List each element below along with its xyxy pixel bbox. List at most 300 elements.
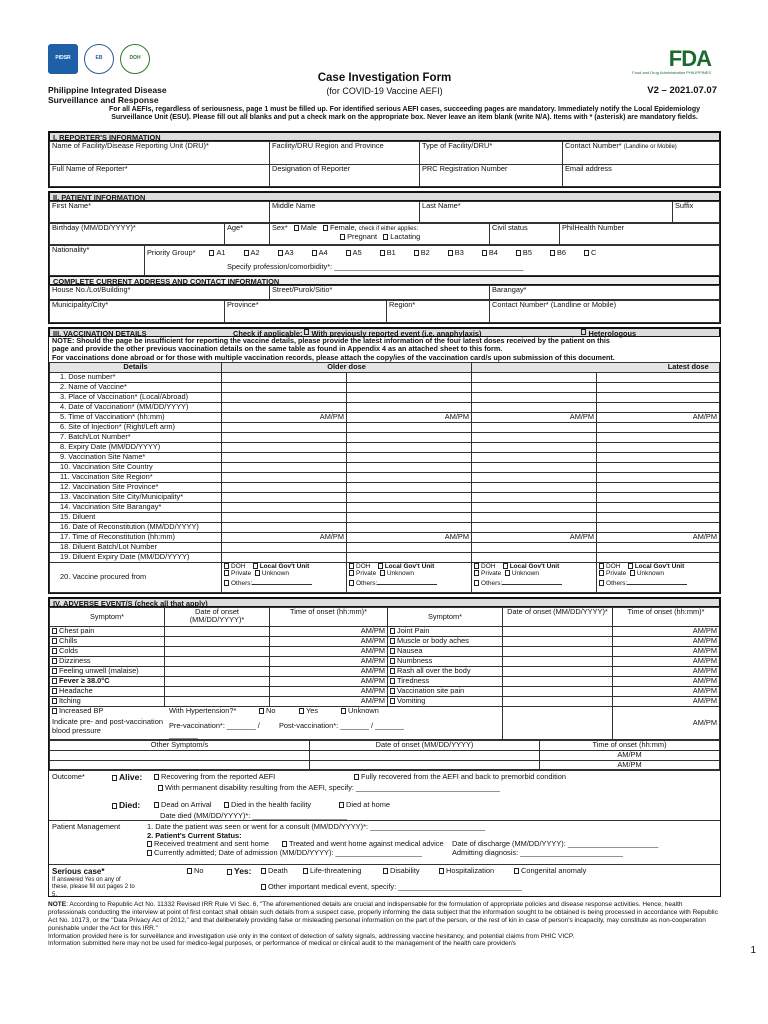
unknown-checkbox[interactable] [505, 570, 510, 576]
pidsr-logo-icon: PIDSR [48, 44, 78, 74]
priority-group-b6[interactable]: B6 [550, 249, 566, 258]
priority-checkbox[interactable] [516, 250, 521, 256]
symptom-label: Itching [50, 696, 165, 706]
dose-cell[interactable] [472, 542, 597, 552]
region-field[interactable]: Region* [387, 301, 490, 323]
others-checkbox[interactable] [474, 580, 479, 586]
priority-checkbox[interactable] [380, 250, 385, 256]
reporter-contact-field[interactable]: Contact Number* (Landline or Mobile) [563, 142, 720, 165]
symptom-checkbox[interactable] [52, 678, 57, 684]
other-event-checkbox[interactable] [261, 884, 266, 890]
logo-group [48, 44, 150, 74]
dose-cell[interactable] [222, 482, 347, 492]
vaccination-row: 1. Dose number* [50, 372, 720, 382]
dose-cell[interactable] [597, 472, 720, 482]
doh-checkbox[interactable] [224, 563, 229, 569]
dose-cell[interactable] [597, 542, 720, 552]
dose-cell[interactable]: AM/PM [222, 532, 347, 542]
patient-contact-field[interactable]: Contact Number* (Landline or Mobile) [490, 301, 720, 323]
dose-cell[interactable] [597, 422, 720, 432]
admitted-checkbox[interactable] [147, 850, 152, 856]
symptom-checkbox[interactable] [390, 688, 395, 694]
priority-group-field: Priority Group* A1 A2 A3 A4 A5 B1 B2 B3 B4 B5 B6 C Specify profession/comorbidity*: ______________________________________________ [145, 246, 720, 276]
others-checkbox[interactable] [224, 580, 229, 586]
outcome-block: Outcome* Alive: Recovering from the reported AEFI Fully recovered from the AEFI and back to premorbid condition With permanent disability resulting from the AEFI, specify: ___________________________________ Died: Dead on Arrival Died in the health facility Died at home Date died (MM/DD/YYYY)*: _______________________ [49, 770, 720, 820]
dose-cell[interactable]: AM/PM [597, 532, 720, 542]
reporter-name-field[interactable]: Full Name of Reporter* [50, 165, 270, 187]
onset-time-cell[interactable]: AM/PM [613, 656, 720, 666]
onset-time-cell[interactable]: AM/PM [270, 656, 388, 666]
onset-time-cell[interactable]: AM/PM [270, 696, 388, 706]
civil-status-field[interactable]: Civil status [490, 224, 560, 245]
suffix-field[interactable]: Suffix [673, 202, 720, 223]
doh-checkbox[interactable] [474, 563, 479, 569]
symptom-checkbox[interactable] [52, 658, 57, 664]
dose-cell[interactable] [472, 492, 597, 502]
vaccination-row: 15. Diluent [50, 512, 720, 522]
onset-date-cell[interactable] [503, 636, 613, 646]
priority-checkbox[interactable] [209, 250, 214, 256]
priority-checkbox[interactable] [550, 250, 555, 256]
onset-date-cell[interactable] [503, 696, 613, 706]
email-field[interactable]: Email address [563, 165, 720, 187]
date-died-field[interactable]: Date died (MM/DD/YYYY)*: _______________________ [160, 811, 347, 821]
adverse-row [50, 656, 720, 666]
increased-bp-row: Increased BP With Hypertension?* No Yes Unknown Indicate pre- and post-vaccination blood pressure Pre-vaccination*: _______ / _______ Post-vaccination*: _______ / _______ AM/PM [50, 706, 720, 740]
vaccination-row: 8. Expiry Date (MM/DD/YYYY) [50, 442, 720, 452]
dose-cell[interactable] [347, 402, 472, 412]
dose-cell[interactable] [222, 432, 347, 442]
priority-group-a2[interactable]: A2 [244, 249, 260, 258]
symptom-label: Colds [50, 646, 165, 656]
priority-group-a5[interactable]: A5 [346, 249, 362, 258]
dose-cell[interactable] [222, 422, 347, 432]
dose-cell[interactable] [222, 512, 347, 522]
dose-cell[interactable] [597, 502, 720, 512]
consult-date-field[interactable]: 1. Date the patient was seen or went for a consult (MM/DD/YYYY)*: ____________________________ [147, 822, 486, 832]
adverse-row [50, 636, 720, 646]
symptom-label: Chills [50, 636, 165, 646]
died-home-checkbox[interactable] [339, 802, 344, 808]
onset-time-cell[interactable]: AM/PM [613, 626, 720, 636]
vaccination-row: 17. Time of Reconstitution (hh:mm) AM/PM AM/PM AM/PM AM/PM [50, 532, 720, 542]
priority-group-b3[interactable]: B3 [448, 249, 464, 258]
death-checkbox[interactable] [261, 868, 266, 874]
dose-cell[interactable] [597, 512, 720, 522]
symptom-checkbox[interactable] [52, 688, 57, 694]
onset-time-cell[interactable]: AM/PM [613, 636, 720, 646]
dose-cell[interactable]: AM/PM [597, 412, 720, 422]
dose-cell[interactable] [472, 452, 597, 462]
admitting-diagnosis-field[interactable]: Admitting diagnosis: _________________________ [452, 847, 623, 857]
dose-cell[interactable] [347, 392, 472, 402]
dose-cell[interactable] [222, 452, 347, 462]
vaccination-row: 19. Diluent Expiry Date (MM/DD/YYYY) [50, 552, 720, 562]
dose-cell[interactable] [597, 522, 720, 532]
form-subtitle: (for COVID-19 Vaccine AEFI) [326, 86, 443, 96]
municipality-field[interactable]: Municipality/City* [50, 301, 225, 323]
adverse-table: Symptom* Date of onset (MM/DD/YYYY)* Time of onset (hh:mm)* Symptom* Date of onset (MM/DD/YYYY)* Time of onset (hh:mm)* Chest pain AM/PM Joint Pain AM/PM Chills AM/PM Muscle or body aches AM/PM Colds AM/PM Nausea AM/PM Dizziness AM/PM Numbness AM/PM Feeling unwell (malaise) AM/PM Rash all over the body AM/PM Fever ≥ 38.0°C AM/PM Tiredness AM/PM Headache AM/PM Vaccination site pain AM/PM Itching AM/PM Vomiting AM/PM Increased BP With Hypertension?* No Yes Unknown Indicate pre- and post-vaccination blood pressure Pre-vaccination*: _______ / _______ Post-vaccination*: _______ / _______ AM/PM [49, 607, 720, 741]
lgu-checkbox[interactable] [628, 563, 633, 569]
symptom-label: Chest pain [50, 626, 165, 636]
dose-cell[interactable] [472, 552, 597, 562]
dose-cell[interactable] [222, 442, 347, 452]
dose-cell[interactable] [597, 552, 720, 562]
form-page [48, 40, 721, 948]
form-version: V2 – 2021.07.07 [647, 85, 717, 96]
adverse-row [50, 676, 720, 686]
symptom-checkbox[interactable] [390, 668, 395, 674]
page-number: 1 [750, 945, 756, 956]
vaccination-row: 6. Site of Injection* (Right/Left arm) [50, 422, 720, 432]
onset-time-cell[interactable]: AM/PM [270, 686, 388, 696]
onset-date-cell[interactable] [165, 656, 270, 666]
dose-cell[interactable]: AM/PM [472, 412, 597, 422]
philhealth-field[interactable]: PhilHealth Number [560, 224, 720, 245]
lgu-checkbox[interactable] [378, 563, 383, 569]
dose-cell[interactable] [347, 542, 472, 552]
onset-time-cell[interactable]: AM/PM [270, 646, 388, 656]
recovering-checkbox[interactable] [154, 774, 159, 780]
adverse-row [50, 666, 720, 676]
onset-date-cell[interactable] [503, 676, 613, 686]
dru-field[interactable]: Name of Facility/Disease Reporting Unit (DRU)* [50, 142, 270, 165]
dose-cell[interactable] [347, 382, 472, 392]
doa-checkbox[interactable] [154, 802, 159, 808]
dose-cell[interactable] [347, 462, 472, 472]
alive-checkbox[interactable] [112, 775, 117, 781]
dose-cell[interactable] [472, 522, 597, 532]
dose-cell[interactable] [222, 542, 347, 552]
priority-checkbox[interactable] [312, 250, 317, 256]
symptom-checkbox[interactable] [390, 648, 395, 654]
symptom-checkbox[interactable] [390, 638, 395, 644]
dose-cell[interactable] [347, 442, 472, 452]
address-section-title: COMPLETE CURRENT ADDRESS AND CONTACT INFORMATION [49, 276, 720, 285]
symptom-label: Muscle or body aches [388, 636, 503, 646]
adverse-row [50, 696, 720, 706]
private-checkbox[interactable] [349, 570, 354, 576]
dose-cell[interactable] [222, 392, 347, 402]
dose-cell[interactable] [347, 492, 472, 502]
priority-group-b2[interactable]: B2 [414, 249, 430, 258]
others-checkbox[interactable] [349, 580, 354, 586]
dose-cell[interactable] [472, 422, 597, 432]
priority-checkbox[interactable] [278, 250, 283, 256]
priority-checkbox[interactable] [482, 250, 487, 256]
last-name-field[interactable]: Last Name* [420, 202, 673, 223]
facility-type-field[interactable]: Type of Facility/DRU* [420, 142, 563, 165]
dose-cell[interactable] [597, 492, 720, 502]
reporter-section [48, 131, 721, 188]
onset-time-cell[interactable]: AM/PM [613, 666, 720, 676]
priority-checkbox[interactable] [414, 250, 419, 256]
vaccination-row: 13. Vaccination Site City/Municipality* [50, 492, 720, 502]
dose-cell[interactable] [347, 482, 472, 492]
vaccination-row: 3. Place of Vaccination* (Local/Abroad) [50, 392, 720, 402]
received-treatment-checkbox[interactable] [147, 841, 152, 847]
dose-cell[interactable] [597, 482, 720, 492]
dose-cell[interactable] [472, 432, 597, 442]
birthday-field[interactable]: Birthday (MM/DD/YYYY)* [50, 224, 225, 245]
dose-cell[interactable] [597, 432, 720, 442]
onset-date-cell[interactable] [503, 626, 613, 636]
dose-cell[interactable] [222, 522, 347, 532]
vaccination-row: 11. Vaccination Site Region* [50, 472, 720, 482]
disability-checkbox[interactable] [158, 785, 163, 791]
others-checkbox[interactable] [599, 580, 604, 586]
private-checkbox[interactable] [599, 570, 604, 576]
doh-checkbox[interactable] [599, 563, 604, 569]
onset-time-cell[interactable]: AM/PM [270, 666, 388, 676]
onset-date-cell[interactable] [503, 666, 613, 676]
dose-cell[interactable] [472, 482, 597, 492]
dose-cell[interactable] [472, 372, 597, 382]
htn-no-checkbox[interactable] [259, 708, 264, 714]
dose-cell[interactable] [347, 512, 472, 522]
adverse-section-title: IV. ADVERSE EVENT/S (check all that apply) [49, 598, 720, 607]
unknown-checkbox[interactable] [380, 570, 385, 576]
first-name-field[interactable]: First Name* [50, 202, 270, 223]
patient-section-title: II. PATIENT INFORMATION [49, 192, 720, 201]
form-header [48, 40, 721, 128]
died-checkbox[interactable] [112, 803, 117, 809]
priority-group-c[interactable]: C [584, 249, 596, 258]
onset-date-cell[interactable] [165, 636, 270, 646]
other-symptoms-table: Other Symptom/s Date of onset (MM/DD/YYYY) Time of onset (hh:mm) AM/PM AM/PM [49, 740, 720, 770]
dose-cell[interactable] [222, 502, 347, 512]
dose-cell[interactable] [597, 402, 720, 412]
doh-seal-icon: DOH [120, 44, 150, 74]
dose-cell[interactable] [597, 442, 720, 452]
onset-date-cell[interactable] [165, 686, 270, 696]
symptom-label: Tiredness [388, 676, 503, 686]
street-field[interactable]: Street/Purok/Sitio* [270, 286, 490, 300]
discharge-date-field[interactable]: Date of discharge (MM/DD/YYYY): ______________________ [452, 839, 659, 849]
dose-cell[interactable] [472, 472, 597, 482]
hospitalization-checkbox[interactable] [439, 868, 444, 874]
dose-cell[interactable] [222, 372, 347, 382]
priority-group-b5[interactable]: B5 [516, 249, 532, 258]
barangay-field[interactable]: Barangay* [490, 286, 720, 300]
dose-cell[interactable] [347, 502, 472, 512]
htn-yes-checkbox[interactable] [299, 708, 304, 714]
onset-date-cell[interactable] [503, 646, 613, 656]
dose-cell[interactable] [347, 522, 472, 532]
dose-cell[interactable] [222, 552, 347, 562]
col-latest: Latest dose [472, 362, 720, 372]
vaccine-procured-row: 20. Vaccine procured from DOH Local Gov't Unit Private Unknown Others: DOH Local Gov't Unit Private Unknown Others: DOH Local Gov't Unit Private Unknown Others: DOH Local Gov't Unit Private Unknown Others: [50, 562, 720, 592]
increased-bp-checkbox[interactable] [52, 708, 57, 714]
unknown-checkbox[interactable] [630, 570, 635, 576]
dose-cell[interactable] [222, 402, 347, 412]
vaccination-row: 10. Vaccination Site Country [50, 462, 720, 472]
onset-date-cell[interactable] [503, 656, 613, 666]
priority-checkbox[interactable] [244, 250, 249, 256]
vaccination-section [48, 327, 721, 594]
symptom-checkbox[interactable] [52, 668, 57, 674]
onset-date-cell[interactable] [165, 676, 270, 686]
symptom-label: Joint Pain [388, 626, 503, 636]
vaccination-row: 2. Name of Vaccine* [50, 382, 720, 392]
lactating-checkbox[interactable] [383, 234, 388, 240]
serious-no-checkbox[interactable] [187, 868, 192, 874]
symptom-checkbox[interactable] [52, 698, 57, 704]
dose-cell[interactable] [222, 462, 347, 472]
lgu-checkbox[interactable] [253, 563, 258, 569]
dose-cell[interactable] [347, 552, 472, 562]
symptom-checkbox[interactable] [390, 628, 395, 634]
dose-cell[interactable] [597, 392, 720, 402]
patient-management-block: Patient Management 1. Date the patient was seen or went for a consult (MM/DD/YYYY)*: ____________________________ 2. Patient's Current Status: Received treatment and sent home Treated and went home against medical advice Date of discharge (MM/DD/YYYY): ______________________ Currently admitted; Date of admission (MM/DD/YYYY): _____________________ Admitting diagnosis: _________________________ [49, 820, 720, 864]
dose-cell[interactable] [347, 422, 472, 432]
priority-group-a1[interactable]: A1 [209, 249, 225, 258]
dose-cell[interactable]: AM/PM [347, 412, 472, 422]
dose-cell[interactable] [472, 462, 597, 472]
vaccination-row: 12. Vaccination Site Province* [50, 482, 720, 492]
symptom-label: Feeling unwell (malaise) [50, 666, 165, 676]
province-field[interactable]: Province* [225, 301, 387, 323]
doh-checkbox[interactable] [349, 563, 354, 569]
dose-cell[interactable] [347, 472, 472, 482]
vaccination-row: 16. Date of Reconstitution (MM/DD/YYYY) [50, 522, 720, 532]
priority-group-a4[interactable]: A4 [312, 249, 328, 258]
col-details: Details [50, 362, 222, 372]
col-older: Older dose [222, 362, 472, 372]
dose-cell[interactable] [222, 382, 347, 392]
vaccination-table [49, 362, 720, 593]
form-title: Case Investigation Form [317, 72, 452, 84]
dose-cell[interactable] [347, 432, 472, 442]
vaccination-row: 5. Time of Vaccination* (hh:mm) AM/PM AM/PM AM/PM AM/PM [50, 412, 720, 422]
unknown-checkbox[interactable] [255, 570, 260, 576]
onset-time-cell[interactable]: AM/PM [613, 696, 720, 706]
vaccination-row: 14. Vaccination Site Barangay* [50, 502, 720, 512]
onset-time-cell[interactable]: AM/PM [613, 646, 720, 656]
symptom-checkbox[interactable] [390, 698, 395, 704]
middle-name-field[interactable]: Middle Name [270, 202, 420, 223]
symptom-checkbox[interactable] [52, 638, 57, 644]
symptom-checkbox[interactable] [390, 678, 395, 684]
patient-section [48, 191, 721, 324]
dose-cell[interactable] [597, 382, 720, 392]
priority-group-b4[interactable]: B4 [482, 249, 498, 258]
symptom-checkbox[interactable] [52, 628, 57, 634]
nationality-field[interactable]: Nationality* [50, 246, 145, 276]
died-hf-checkbox[interactable] [224, 802, 229, 808]
male-checkbox[interactable] [294, 225, 299, 231]
vaccination-note: NOTE: Should the page be insufficient for reporting the vaccine details, please provide the latest information of the four latest doses received by the patient on this page and provide the other previous vaccination details on the same table as found in Appendix 4 as an attached sheet to this form. For vaccinations done abroad or for those with multiple vaccination records, please attach the copy/ies of the vaccination card/s upon submission of this document. [52, 336, 615, 362]
pregnant-checkbox[interactable] [340, 234, 345, 240]
private-checkbox[interactable] [474, 570, 479, 576]
prev-event-checkbox[interactable] [304, 329, 309, 335]
fda-logo-icon: FDA Food and Drug Administration PHILIPPINES [632, 46, 711, 76]
lgu-checkbox[interactable] [503, 563, 508, 569]
priority-checkbox[interactable] [584, 250, 589, 256]
symptom-label: Dizziness [50, 656, 165, 666]
priority-group-a3[interactable]: A3 [278, 249, 294, 258]
symptom-label: Vaccination site pain [388, 686, 503, 696]
onset-date-cell[interactable] [165, 666, 270, 676]
symptom-checkbox[interactable] [390, 658, 395, 664]
dose-cell[interactable] [597, 372, 720, 382]
symptom-label: Headache [50, 686, 165, 696]
disability-serious-checkbox[interactable] [383, 868, 388, 874]
life-threatening-checkbox[interactable] [303, 868, 308, 874]
sex-field: Sex* Male Female, check if either applies: Pregnant Lactating [270, 224, 490, 245]
dose-cell[interactable] [597, 462, 720, 472]
priority-checkbox[interactable] [448, 250, 453, 256]
dose-cell[interactable]: AM/PM [472, 532, 597, 542]
onset-time-cell[interactable]: AM/PM [613, 686, 720, 696]
dose-cell[interactable] [472, 402, 597, 412]
vaccination-row: 18. Diluent Batch/Lot Number [50, 542, 720, 552]
onset-time-cell[interactable]: AM/PM [270, 636, 388, 646]
onset-date-cell[interactable] [165, 646, 270, 656]
dose-cell[interactable] [222, 492, 347, 502]
designation-field[interactable]: Designation of Reporter [270, 165, 420, 187]
onset-date-cell[interactable] [165, 626, 270, 636]
adverse-row [50, 686, 720, 696]
age-field[interactable]: Age* [225, 224, 270, 245]
dose-cell[interactable] [472, 392, 597, 402]
htn-unknown-checkbox[interactable] [341, 708, 346, 714]
dose-cell[interactable] [472, 382, 597, 392]
prc-field[interactable]: PRC Registration Number [420, 165, 563, 187]
house-field[interactable]: House No./Lot/Building* [50, 286, 270, 300]
symptom-label: Nausea [388, 646, 503, 656]
heterologous-checkbox[interactable] [581, 329, 586, 335]
female-checkbox[interactable] [323, 225, 328, 231]
vaccination-row: 9. Vaccination Site Name* [50, 452, 720, 462]
adverse-section [48, 597, 721, 898]
fully-recovered-checkbox[interactable] [354, 774, 359, 780]
dru-region-field[interactable]: Facility/DRU Region and Province [270, 142, 420, 165]
vaccination-row: 4. Date of Vaccination* (MM/DD/YYYY) [50, 402, 720, 412]
dose-cell[interactable] [472, 502, 597, 512]
symptom-label: Rash all over the body [388, 666, 503, 676]
dose-cell[interactable]: AM/PM [222, 412, 347, 422]
serious-case-block: Serious case* If answered Yes on any of these, please fill out pages 2 to 5. No Yes: Death Life-threatening Disability Hospitalization Congenital anomaly Other important medical event, specify: ______________________________ [49, 864, 720, 896]
dose-cell[interactable] [597, 452, 720, 462]
congenital-checkbox[interactable] [514, 868, 519, 874]
onset-time-cell[interactable]: AM/PM [270, 626, 388, 636]
epidemiology-bureau-logo-icon: EB [84, 44, 114, 74]
symptom-checkbox[interactable] [52, 648, 57, 654]
priority-group-b1[interactable]: B1 [380, 249, 396, 258]
dose-cell[interactable] [347, 372, 472, 382]
adverse-row [50, 646, 720, 656]
dose-cell[interactable]: AM/PM [347, 532, 472, 542]
dose-cell[interactable] [222, 472, 347, 482]
organization-name: Philippine Integrated Disease Surveillance and Response [48, 85, 167, 105]
dose-cell[interactable] [347, 452, 472, 462]
onset-time-cell[interactable]: AM/PM [270, 676, 388, 686]
dose-cell[interactable] [472, 442, 597, 452]
serious-yes-checkbox[interactable] [227, 869, 232, 875]
footer-note: NOTE: According to Republic Act No. 11332 Revised IRR Rule VI Sec. 6, "The aforementioned details are crucial and indispensable for the formulation of appropriate policies and disease response activities. Hence, health professionals conducting the interview at point of first contact shall obtain such details from a suspect case, properly informing the data subject that the information sought to be obtained is being processed in accordance with Republic Act No. 10173, or the "Data Privacy Act of 2012," and that deliberately providing false or misleading personal information on the part of the person, or the rest of kin in case of person's incapacity, may constitute as non-cooperation punishable under the Act for this IRR." Information provided here is for surveillance and investigation use only in the context of detection of safety signals, addressing vaccine hesitancy, and potential claims from PHIC VICP. Information submitted here may not be used for medico-legal purposes, or performance of medical or clinical audit to the management of the health care provider/s [48, 901, 718, 948]
onset-date-cell[interactable] [503, 686, 613, 696]
treated-ama-checkbox[interactable] [282, 841, 287, 847]
onset-time-cell[interactable]: AM/PM [613, 676, 720, 686]
priority-checkbox[interactable] [346, 250, 351, 256]
reporter-section-title: I. REPORTER'S INFORMATION [49, 132, 720, 141]
onset-date-cell[interactable] [165, 696, 270, 706]
private-checkbox[interactable] [224, 570, 229, 576]
vaccination-row: 7. Batch/Lot Number* [50, 432, 720, 442]
profession-field[interactable]: Specify profession/comorbidity*: ______________________________________________ [227, 261, 524, 271]
dose-cell[interactable] [472, 512, 597, 522]
